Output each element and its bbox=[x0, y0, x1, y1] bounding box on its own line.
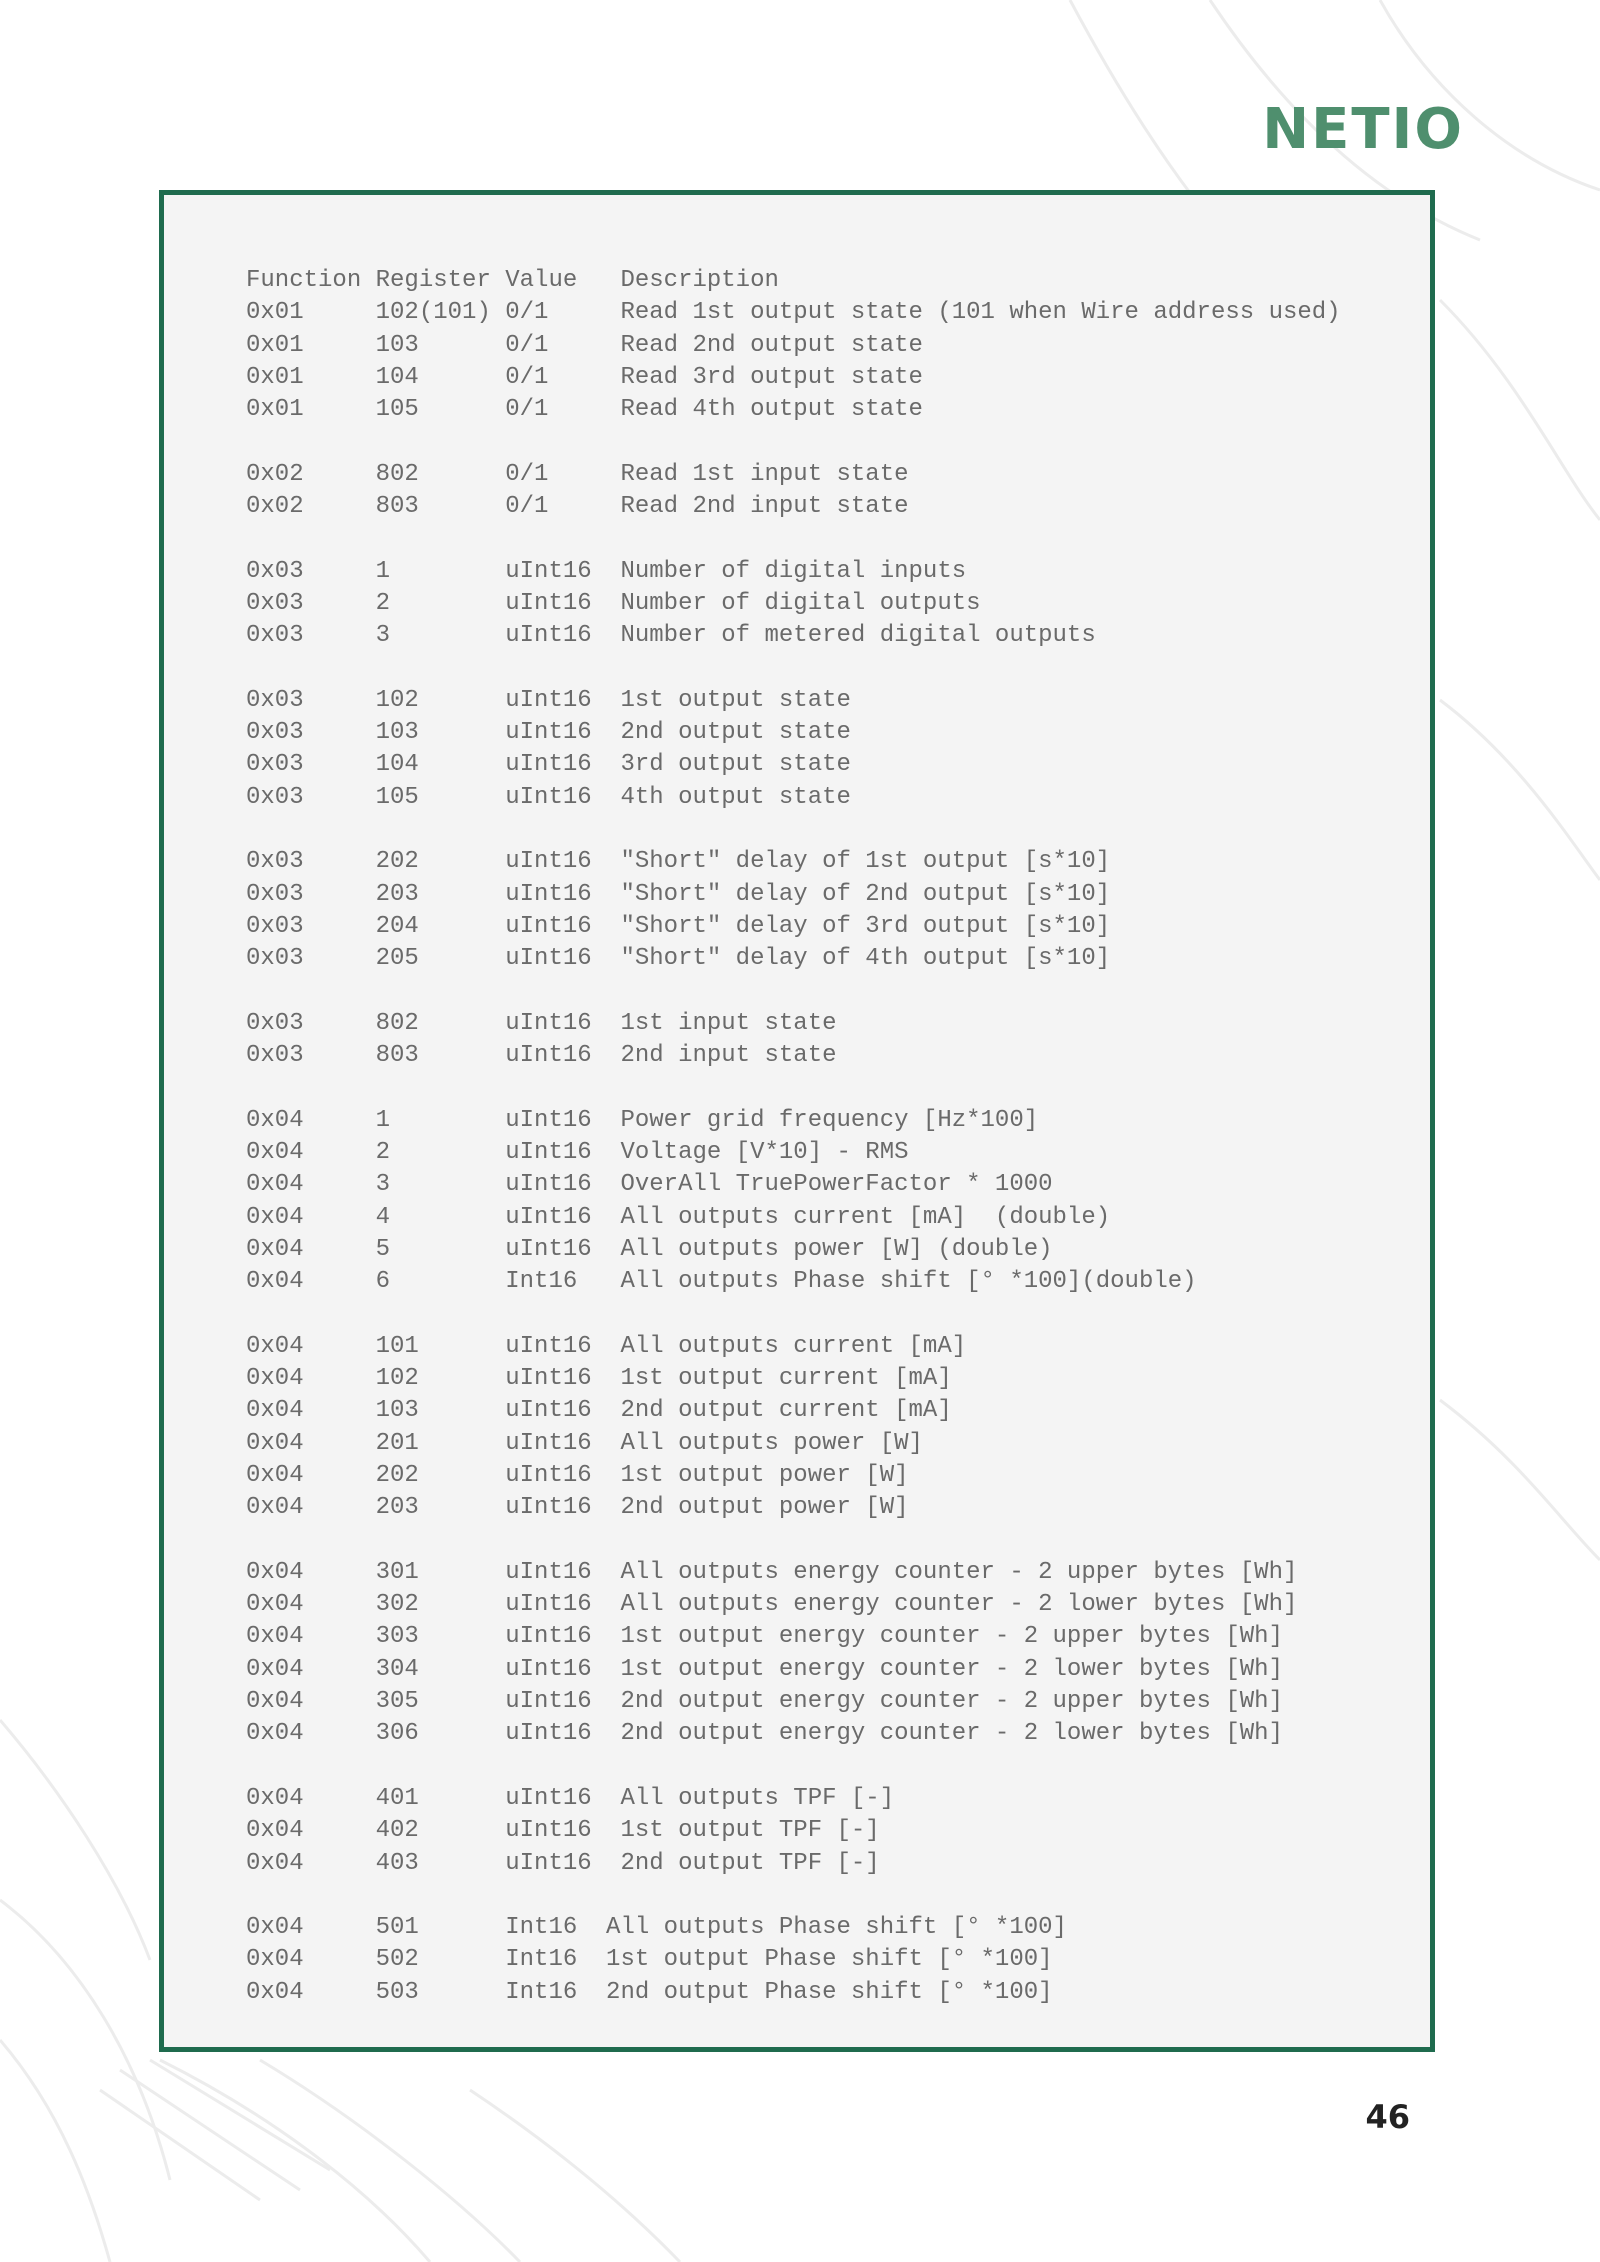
register-line bbox=[246, 1525, 1341, 1557]
modbus-register-table bbox=[246, 265, 1341, 2009]
register-line bbox=[246, 523, 1341, 555]
register-line bbox=[246, 1072, 1341, 1104]
register-line: 0x04 202 uInt16 1st output power [W] bbox=[246, 1461, 909, 1489]
register-line bbox=[246, 426, 1341, 458]
register-line: 0x03 2 uInt16 Number of digital outputs bbox=[246, 589, 981, 617]
register-line: 0x04 1 uInt16 Power grid frequency [Hz*100] bbox=[246, 1106, 1039, 1134]
register-line: 0x01 104 0/1 Read 3rd output state bbox=[246, 363, 923, 391]
register-line: 0x04 305 uInt16 2nd output energy counter - 2 upper bytes [Wh] bbox=[246, 1688, 1283, 1716]
register-line: 0x04 302 uInt16 All outputs energy counter - 2 lower bytes [Wh] bbox=[246, 1591, 1298, 1619]
register-line: 0x04 201 uInt16 All outputs power [W] bbox=[246, 1429, 923, 1457]
register-line: 0x03 105 uInt16 4th output state bbox=[246, 783, 851, 811]
register-line: 0x04 402 uInt16 1st output TPF [-] bbox=[246, 1817, 880, 1845]
register-line bbox=[246, 1299, 1341, 1331]
register-line bbox=[246, 814, 1341, 846]
register-line: 0x04 203 uInt16 2nd output power [W] bbox=[246, 1494, 909, 1522]
register-line: 0x04 501 Int16 All outputs Phase shift [° *100] bbox=[246, 1914, 1067, 1942]
register-line: 0x03 104 uInt16 3rd output state bbox=[246, 751, 851, 779]
register-line: 0x03 802 uInt16 1st input state bbox=[246, 1009, 837, 1037]
register-line: 0x03 102 uInt16 1st output state bbox=[246, 686, 851, 714]
register-line bbox=[246, 976, 1341, 1008]
register-line: 0x02 802 0/1 Read 1st input state bbox=[246, 460, 909, 488]
register-line: 0x03 803 uInt16 2nd input state bbox=[246, 1042, 837, 1070]
code-listing-box bbox=[159, 190, 1435, 2052]
register-line: 0x04 306 uInt16 2nd output energy counter - 2 lower bytes [Wh] bbox=[246, 1720, 1283, 1748]
register-line bbox=[246, 1751, 1341, 1783]
register-line: 0x04 303 uInt16 1st output energy counter - 2 upper bytes [Wh] bbox=[246, 1623, 1283, 1651]
register-line: 0x04 6 Int16 All outputs Phase shift [° *100](double) bbox=[246, 1268, 1197, 1296]
register-line: 0x04 502 Int16 1st output Phase shift [° *100] bbox=[246, 1946, 1053, 1974]
register-line: 0x04 401 uInt16 All outputs TPF [-] bbox=[246, 1784, 895, 1812]
register-line: 0x03 103 uInt16 2nd output state bbox=[246, 719, 851, 747]
register-line: 0x03 202 uInt16 "Short" delay of 1st output [s*10] bbox=[246, 848, 1111, 876]
register-line: 0x02 803 0/1 Read 2nd input state bbox=[246, 493, 909, 521]
register-line: 0x04 5 uInt16 All outputs power [W] (double) bbox=[246, 1235, 1053, 1263]
register-line: 0x04 4 uInt16 All outputs current [mA] (double) bbox=[246, 1203, 1111, 1231]
register-line: 0x03 203 uInt16 "Short" delay of 2nd output [s*10] bbox=[246, 880, 1111, 908]
register-line: 0x04 503 Int16 2nd output Phase shift [° *100] bbox=[246, 1978, 1053, 2006]
netio-logo: NETIO bbox=[1262, 97, 1464, 162]
register-line bbox=[246, 1880, 1341, 1912]
register-line: 0x01 102(101) 0/1 Read 1st output state (101 when Wire address used) bbox=[246, 299, 1341, 327]
register-line: 0x04 102 uInt16 1st output current [mA] bbox=[246, 1365, 952, 1393]
register-line: 0x04 304 uInt16 1st output energy counter - 2 lower bytes [Wh] bbox=[246, 1655, 1283, 1683]
table-header-line: Function Register Value Description bbox=[246, 267, 779, 294]
register-line: 0x04 301 uInt16 All outputs energy counter - 2 upper bytes [Wh] bbox=[246, 1558, 1298, 1586]
register-line: 0x04 103 uInt16 2nd output current [mA] bbox=[246, 1397, 952, 1425]
register-line: 0x03 1 uInt16 Number of digital inputs bbox=[246, 557, 967, 585]
register-line: 0x04 403 uInt16 2nd output TPF [-] bbox=[246, 1849, 880, 1877]
register-line: 0x03 205 uInt16 "Short" delay of 4th output [s*10] bbox=[246, 945, 1111, 973]
register-line: 0x01 105 0/1 Read 4th output state bbox=[246, 396, 923, 424]
register-line: 0x01 103 0/1 Read 2nd output state bbox=[246, 331, 923, 359]
register-line: 0x04 2 uInt16 Voltage [V*10] - RMS bbox=[246, 1139, 909, 1167]
register-line: 0x04 101 uInt16 All outputs current [mA] bbox=[246, 1332, 967, 1360]
register-line: 0x04 3 uInt16 OverAll TruePowerFactor * 1000 bbox=[246, 1171, 1053, 1199]
register-line: 0x03 204 uInt16 "Short" delay of 3rd output [s*10] bbox=[246, 912, 1111, 940]
register-line bbox=[246, 653, 1341, 685]
register-line: 0x03 3 uInt16 Number of metered digital outputs bbox=[246, 622, 1096, 650]
page-number: 46 bbox=[1365, 2098, 1410, 2136]
